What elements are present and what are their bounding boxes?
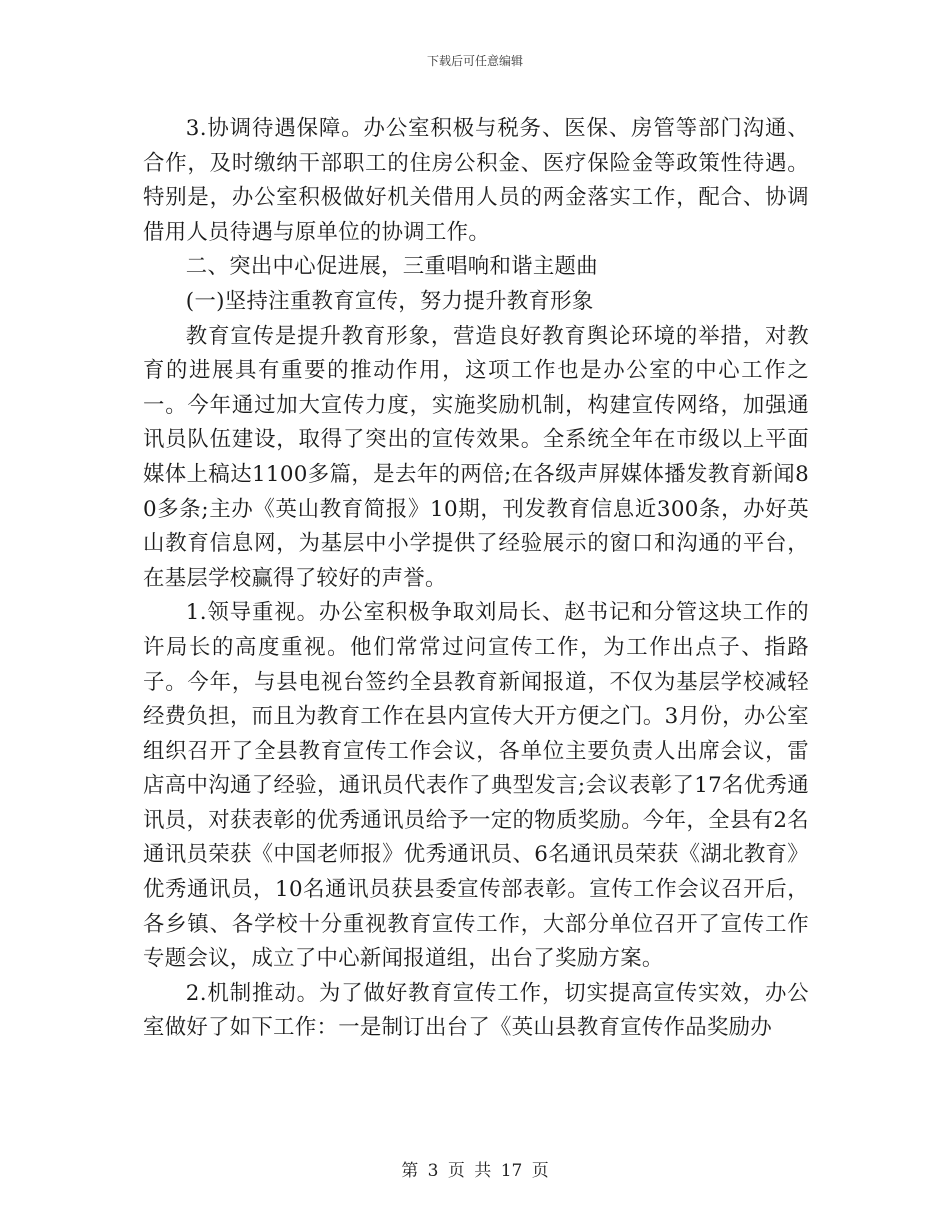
subsection-heading-one: (一)坚持注重教育宣传，努力提升教育形象 <box>185 288 594 314</box>
paragraph-mechanism-drive: 2.机制推动。为了做好教育宣传工作，切实提高宣传实效，办公室做好了如下工作：一是制订出台了《英山县教育宣传作品奖励办 <box>143 980 809 1041</box>
document-body <box>143 112 809 1046</box>
paragraph-benefits-guarantee: 3.协调待遇保障。办公室积极与税务、医保、房管等部门沟通、合作，及时缴纳干部职工的住房公积金、医疗保险金等政策性待遇。特别是，办公室积极做好机关借用人员的两金落实工作，配合、协调借用人员待遇与原单位的协调工作。 <box>143 116 809 245</box>
paragraph-leadership-attention: 1.领导重视。办公室积极争取刘局长、赵书记和分管这块工作的许局长的高度重视。他们常常过问宣传工作，为工作出点子、指路子。今年，与县电视台签约全县教育新闻报道，不仅为基层学校减轻经费负担，而且为教育工作在县内宣传大开方便之门。3月份，办公室组织召开了全县教育宣传工作会议，各单位主要负责人出席会议，雷店高中沟通了经验，通讯员代表作了典型发言;会议表彰了17名优秀通讯员，对获表彰的优秀通讯员给予一定的物质奖励。今年，全县有2名通讯员荣获《中国老师报》优秀通讯员、6名通讯员荣获《湖北教育》优秀通讯员，10名通讯员获县委宣传部表彰。宣传工作会议召开后，各乡镇、各学校十分重视教育宣传工作，大部分单位召开了宣传工作专题会议，成立了中心新闻报道组，出台了奖励方案。 <box>143 600 809 972</box>
paragraph-education-publicity: 教育宣传是提升教育形象，营造良好教育舆论环境的举措，对教育的进展具有重要的推动作用，这项工作也是办公室的中心工作之一。今年通过加大宣传力度，实施奖励机制，构建宣传网络，加强通讯员队伍建设，取得了突出的宣传效果。全系统全年在市级以上平面媒体上稿达1100多篇，是去年的两倍;在各级声屏媒体播发教育新闻80多条;主办《英山教育简报》10期，刊发教育信息近300条，办好英山教育信息网，为基层中小学提供了经验展示的窗口和沟通的平台，在基层学校赢得了较好的声誉。 <box>143 323 809 591</box>
page-header-note: 下载后可任意编辑 <box>426 54 523 68</box>
page-number: 第 3 页 共 17 页 <box>401 1161 549 1181</box>
section-heading-two: 二、突出中心促进展，三重唱响和谐主题曲 <box>185 254 598 280</box>
